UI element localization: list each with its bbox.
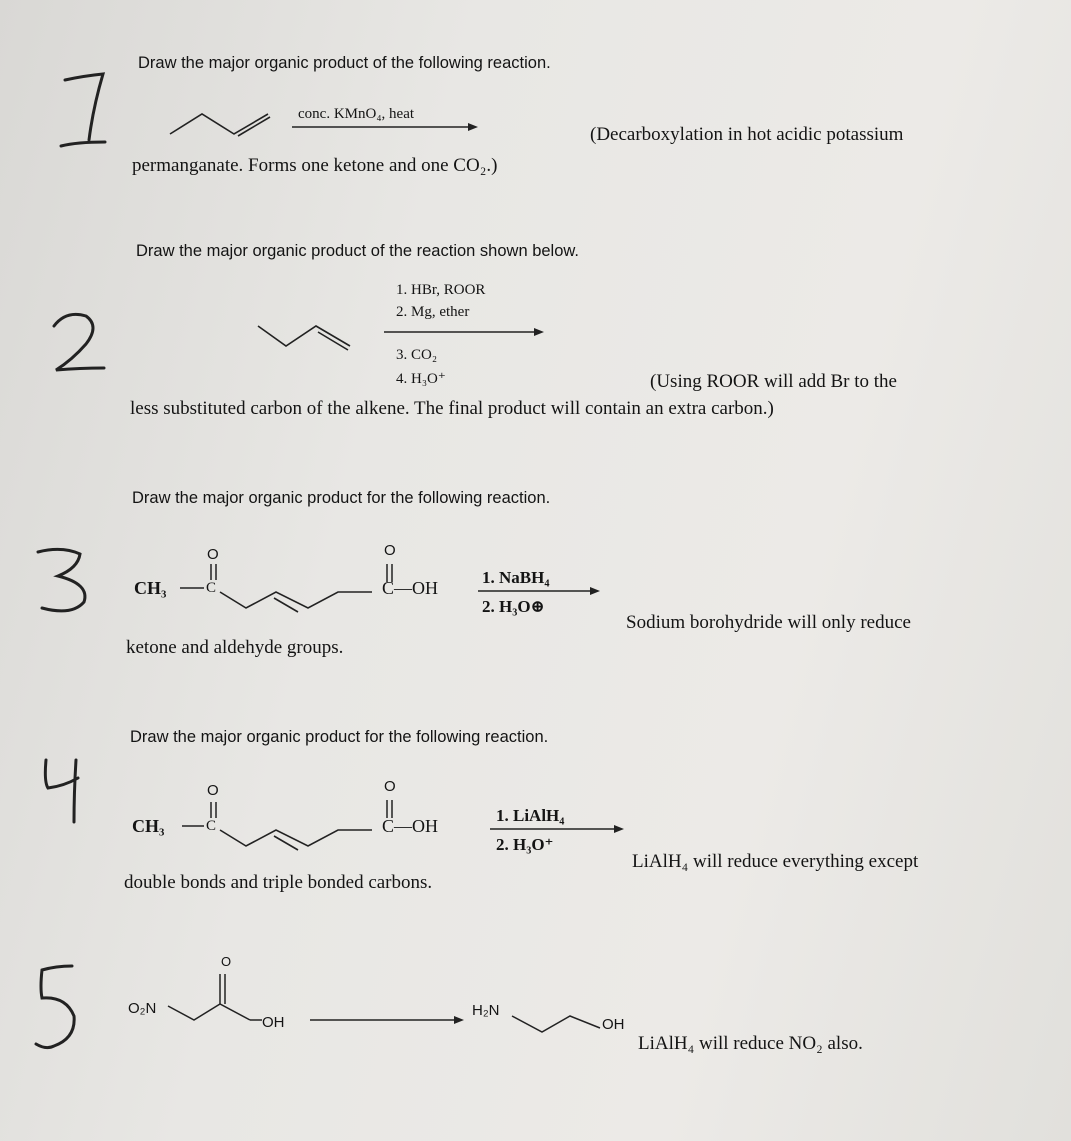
problem-3-reagent-2: 2. H₃O⊕ xyxy=(482,597,545,616)
problem-5-note: LiAlH₄ will reduce NO₂ also. xyxy=(638,1033,863,1054)
problem-3-reaction-arrow xyxy=(478,587,608,597)
problem-4-reaction-arrow xyxy=(490,825,630,835)
problem-4-note-line1: LiAlH₄ will reduce everything except xyxy=(632,851,919,872)
problem-1-reagent: conc. KMnO₄, heat xyxy=(298,106,415,122)
problem-4-reagent-2: 2. H₃O⁺ xyxy=(496,835,554,854)
problem-3-prompt: Draw the major organic product for the following reaction. xyxy=(132,489,551,507)
problem-5-carbonyl-oxygen: O xyxy=(221,954,232,969)
problem-4-prompt: Draw the major organic product for the following reaction. xyxy=(130,728,549,746)
handwritten-number-1 xyxy=(55,68,115,158)
problem-2-note-line1: (Using ROOR will add Br to the xyxy=(650,371,897,392)
problem-4-note-line2: double bonds and triple bonded carbons. xyxy=(124,872,433,893)
problem-5-reactant-skeleton xyxy=(164,968,274,1028)
handwritten-number-5 xyxy=(30,958,90,1058)
problem-2-note-line2: less substituted carbon of the alkene. The final product will contain an extra carbon.) xyxy=(130,398,774,419)
problem-4-ketone-carbon: C xyxy=(206,818,217,834)
problem-3-ketone-oxygen: O xyxy=(207,546,219,563)
handwritten-number-3 xyxy=(28,542,98,622)
problem-3-ch3-label: CH₃ xyxy=(134,578,167,598)
problem-4-skeleton xyxy=(176,794,406,854)
problem-2-reagent-3: 3. CO₂ xyxy=(396,347,438,363)
problem-4-ch3-label: CH₃ xyxy=(132,816,165,836)
problem-3-skeleton xyxy=(176,556,406,616)
problem-5-reactant-hydroxyl: OH xyxy=(262,1014,285,1031)
problem-1-note-line1: (Decarboxylation in hot acidic potassium xyxy=(590,124,904,145)
problem-5-product-skeleton xyxy=(508,1006,608,1046)
problem-4-acid-oxygen: O xyxy=(384,778,396,795)
problem-5-reaction-arrow xyxy=(310,1016,470,1026)
problem-2-prompt: Draw the major organic product of the reaction shown below. xyxy=(136,242,579,260)
problem-1-reaction-arrow xyxy=(292,123,482,133)
handwritten-number-4 xyxy=(34,752,94,832)
problem-5-product-hydroxyl: OH xyxy=(602,1016,625,1033)
problem-3-acid-oxygen: O xyxy=(384,542,396,559)
problem-3-carboxyl-group: C—OH xyxy=(382,578,439,598)
problem-1-prompt: Draw the major organic product of the following reaction. xyxy=(138,54,551,72)
problem-3-note-line2: ketone and aldehyde groups. xyxy=(126,637,344,658)
problem-2-reagent-2: 2. Mg, ether xyxy=(396,304,470,320)
problem-5-nitro-label: O₂N xyxy=(128,1000,157,1017)
handwritten-number-2 xyxy=(40,308,110,378)
problem-5-product-amine: H₂N xyxy=(472,1002,500,1019)
problem-4-reagent-1: 1. LiAlH₄ xyxy=(496,806,565,825)
problem-2-reactant-alkene xyxy=(256,320,366,352)
problem-3-ketone-carbon: C xyxy=(206,580,217,596)
problem-3-note-line1: Sodium borohydride will only reduce xyxy=(626,612,911,633)
problem-2-reaction-arrow xyxy=(384,328,554,338)
problem-1-reactant-alkene xyxy=(168,108,278,138)
problem-4-carboxyl-group: C—OH xyxy=(382,816,439,836)
problem-1-note-line2: permanganate. Forms one ketone and one CO₂.) xyxy=(132,155,498,176)
problem-4-ketone-oxygen: O xyxy=(207,782,219,799)
problem-2-reagent-1: 1. HBr, ROOR xyxy=(396,282,486,298)
problem-2-reagent-4: 4. H₃O⁺ xyxy=(396,371,446,387)
problem-3-reagent-1: 1. NaBH₄ xyxy=(482,568,550,587)
